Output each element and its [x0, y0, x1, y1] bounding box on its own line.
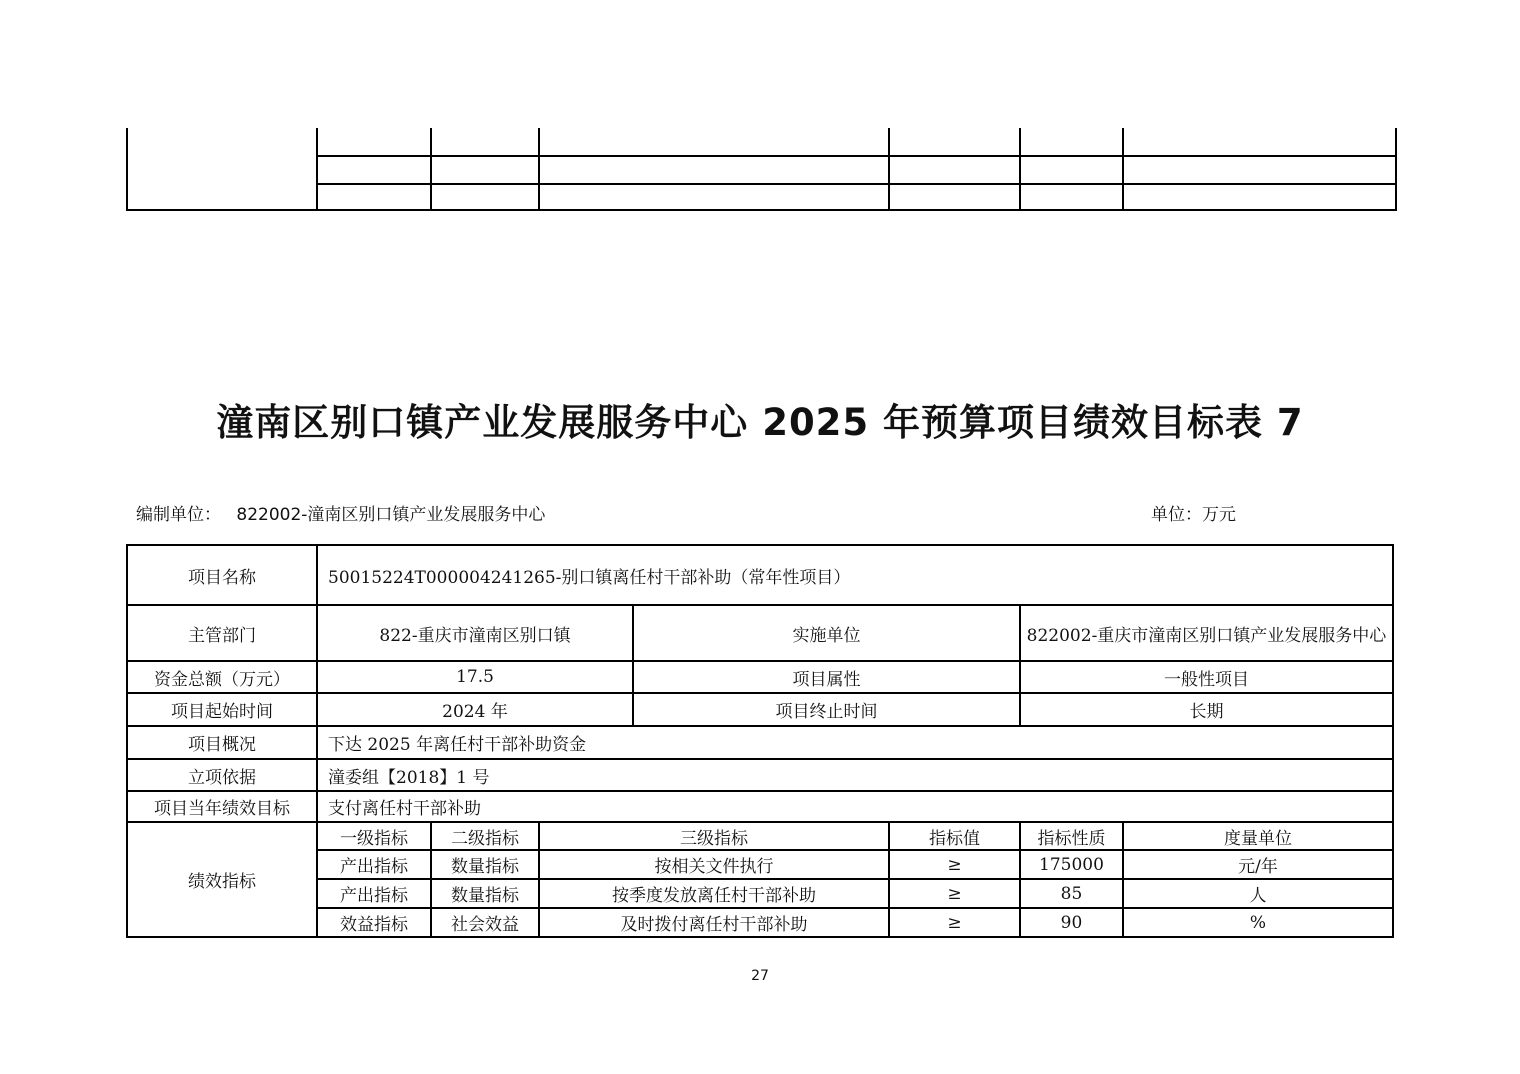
basis-value: 潼委组【2018】1 号	[317, 759, 1393, 791]
end-value: 长期	[1020, 693, 1393, 726]
table-row	[127, 791, 1393, 822]
start-label: 项目起始时间	[127, 693, 317, 726]
page-title: 潼南区别口镇产业发展服务中心 2025 年预算项目绩效目标表 7	[216, 401, 1304, 444]
goal-value: 支付离任村干部补助	[317, 791, 1393, 822]
dept-label: 主管部门	[127, 605, 317, 661]
overview-value: 下达 2025 年离任村干部补助资金	[317, 726, 1393, 759]
start-value: 2024 年	[317, 693, 633, 726]
indicator-unit: 人	[1123, 879, 1393, 908]
header-unit: 度量单位	[1123, 822, 1393, 850]
indicator-level1: 产出指标	[317, 879, 431, 908]
currency-label: 单位：万元	[1151, 505, 1236, 525]
indicator-level2: 数量指标	[431, 879, 539, 908]
empty-cell	[889, 156, 1020, 184]
empty-cell	[539, 184, 889, 210]
unit-name: 822002-潼南区别口镇产业发展服务中心	[236, 505, 546, 525]
table-row	[127, 726, 1393, 759]
indicator-section-label: 绩效指标	[127, 822, 317, 937]
table-row	[127, 661, 1393, 693]
goal-label: 项目当年绩效目标	[127, 791, 317, 822]
indicator-nature: 85	[1020, 879, 1123, 908]
page-number: 27	[751, 968, 769, 984]
empty-cell	[1020, 184, 1123, 210]
indicator-row	[127, 850, 1393, 879]
previous-table-continuation	[126, 128, 1397, 211]
indicator-level3: 及时拨付离任村干部补助	[539, 908, 889, 937]
header-nature: 指标性质	[1020, 822, 1123, 850]
header-level3: 三级指标	[539, 822, 889, 850]
indicator-header-row	[127, 822, 1393, 850]
indicator-nature: 175000	[1020, 850, 1123, 879]
impl-value: 822002-重庆市潼南区别口镇产业发展服务中心	[1020, 605, 1393, 661]
unit-label: 编制单位：	[136, 505, 221, 525]
empty-cell	[431, 184, 539, 210]
empty-cell	[1020, 156, 1123, 184]
performance-target-table	[126, 544, 1394, 938]
header-level1: 一级指标	[317, 822, 431, 850]
indicator-level3: 按相关文件执行	[539, 850, 889, 879]
indicator-level2: 数量指标	[431, 850, 539, 879]
table-row	[127, 605, 1393, 661]
unit-line	[136, 500, 1236, 525]
empty-cell	[889, 128, 1020, 156]
empty-cell	[1123, 184, 1396, 210]
indicator-value: ≥	[889, 908, 1020, 937]
empty-cell	[317, 184, 431, 210]
dept-value: 822-重庆市潼南区别口镇	[317, 605, 633, 661]
empty-cell	[1123, 156, 1396, 184]
attr-value: 一般性项目	[1020, 661, 1393, 693]
empty-cell	[431, 156, 539, 184]
end-label: 项目终止时间	[633, 693, 1020, 726]
fund-label: 资金总额（万元）	[127, 661, 317, 693]
header-level2: 二级指标	[431, 822, 539, 850]
empty-cell	[539, 128, 889, 156]
empty-cell	[431, 128, 539, 156]
empty-cell	[539, 156, 889, 184]
indicator-level1: 产出指标	[317, 850, 431, 879]
indicator-level1: 效益指标	[317, 908, 431, 937]
indicator-row	[127, 879, 1393, 908]
empty-cell	[889, 184, 1020, 210]
indicator-row	[127, 908, 1393, 937]
indicator-value: ≥	[889, 850, 1020, 879]
table-row	[127, 759, 1393, 791]
indicator-level3: 按季度发放离任村干部补助	[539, 879, 889, 908]
empty-cell	[317, 128, 431, 156]
impl-label: 实施单位	[633, 605, 1020, 661]
project-name-value: 50015224T000004241265-别口镇离任村干部补助（常年性项目）	[317, 545, 1393, 605]
indicator-nature: 90	[1020, 908, 1123, 937]
indicator-unit: %	[1123, 908, 1393, 937]
empty-cell	[1020, 128, 1123, 156]
empty-cell	[1123, 128, 1396, 156]
attr-label: 项目属性	[633, 661, 1020, 693]
indicator-value: ≥	[889, 879, 1020, 908]
table-row	[127, 545, 1393, 605]
fund-value: 17.5	[317, 661, 633, 693]
overview-label: 项目概况	[127, 726, 317, 759]
basis-label: 立项依据	[127, 759, 317, 791]
indicator-unit: 元/年	[1123, 850, 1393, 879]
header-value: 指标值	[889, 822, 1020, 850]
empty-cell	[127, 128, 317, 210]
project-name-label: 项目名称	[127, 545, 317, 605]
indicator-level2: 社会效益	[431, 908, 539, 937]
empty-cell	[317, 156, 431, 184]
table-row	[127, 693, 1393, 726]
